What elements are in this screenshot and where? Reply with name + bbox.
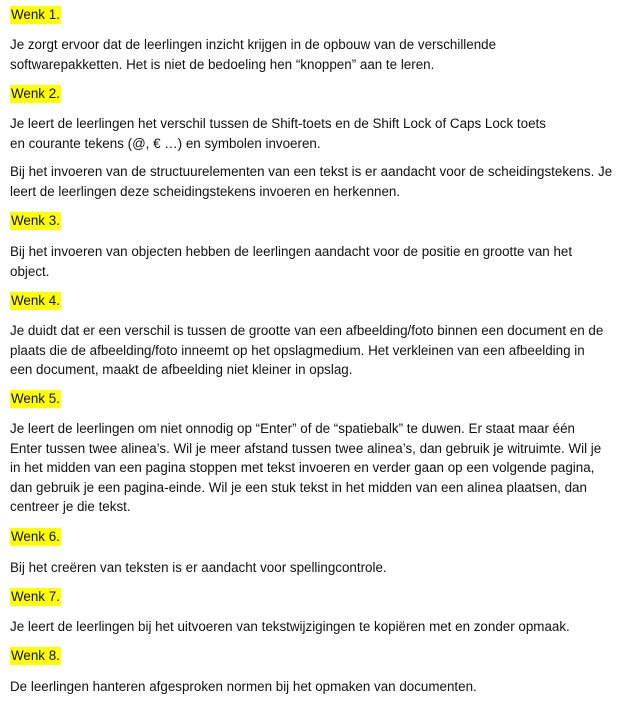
text-line: centreer je die tekst. bbox=[10, 499, 131, 514]
paragraph-wenk-8 bbox=[10, 677, 618, 697]
text-line: leert de leerlingen deze scheidingstekens invoeren en herkennen. bbox=[10, 183, 401, 199]
heading-wenk-3: Wenk 3. bbox=[11, 213, 60, 228]
heading-wenk-6: Wenk 6. bbox=[11, 529, 60, 544]
text-line: een document, maakt de afbeelding niet kleiner in opslag. bbox=[10, 362, 353, 377]
paragraph-wenk-7 bbox=[10, 617, 618, 637]
heading-wenk-4: Wenk 4. bbox=[11, 293, 60, 308]
text-line: softwarepakketten. Het is niet de bedoeling hen “knoppen” aan te leren. bbox=[10, 56, 435, 72]
paragraph-wenk-5 bbox=[10, 419, 618, 517]
heading-wenk-7: Wenk 7. bbox=[11, 589, 60, 604]
text-line: Je duidt dat er een verschil is tussen de grootte van een afbeelding/foto binnen een document en de bbox=[10, 323, 604, 338]
text-line: Je zorgt ervoor dat de leerlingen inzicht krijgen in de opbouw van de verschillende bbox=[10, 37, 497, 52]
paragraph-wenk-4 bbox=[10, 321, 618, 380]
text-line: Enter tussen twee alinea’s. Wil je meer afstand tussen twee alinea’s, dan gebruik je witruimte. Wil je bbox=[10, 440, 602, 456]
text-line: object. bbox=[10, 263, 50, 279]
paragraph-wenk-1 bbox=[10, 35, 618, 74]
text-line: Bij het invoeren van de structuurelementen van een tekst is er aandacht voor de scheidingstekens. Je bbox=[10, 164, 613, 179]
paragraph-wenk-6 bbox=[10, 558, 618, 578]
text-line: Je leert de leerlingen om niet onnodig op “Enter” of de “spatiebalk” te duwen. Er staat maar één bbox=[10, 421, 575, 436]
paragraph-wenk-2a bbox=[10, 114, 618, 153]
text-line: Bij het creëren van teksten is er aandacht voor spellingcontrole. bbox=[10, 560, 387, 575]
heading-wenk-5: Wenk 5. bbox=[11, 391, 60, 406]
text-line: De leerlingen hanteren afgesproken normen bij het opmaken van documenten. bbox=[10, 679, 477, 694]
text-line: Je leert de leerlingen bij het uitvoeren van tekstwijzigingen te kopiëren met en zonder opmaak. bbox=[10, 619, 570, 634]
heading-wenk-1: Wenk 1. bbox=[11, 7, 60, 22]
heading-wenk-8: Wenk 8. bbox=[11, 648, 60, 663]
text-line: en courante tekens (@, € …) en symbolen invoeren. bbox=[10, 135, 321, 151]
paragraph-wenk-3 bbox=[10, 242, 618, 281]
text-line: Je leert de leerlingen het verschil tussen de Shift-toets en de Shift Lock of Caps Lock toets bbox=[10, 116, 546, 131]
text-line: dan gebruik je een pagina-einde. Wil je een stuk tekst in het midden van een alinea plaatsen, dan bbox=[10, 479, 587, 495]
text-line: plaats die de afbeelding/foto inneemt op het opslagmedium. Het verkleinen van een afbeelding in bbox=[10, 342, 585, 358]
text-line: Bij het invoeren van objecten hebben de leerlingen aandacht voor de positie en grootte van het bbox=[10, 244, 573, 259]
heading-wenk-2: Wenk 2. bbox=[11, 86, 60, 101]
paragraph-wenk-2b bbox=[10, 162, 618, 201]
text-line: in het midden van een pagina stoppen met tekst invoeren en verder gaan op een volgende pagina, bbox=[10, 460, 595, 475]
